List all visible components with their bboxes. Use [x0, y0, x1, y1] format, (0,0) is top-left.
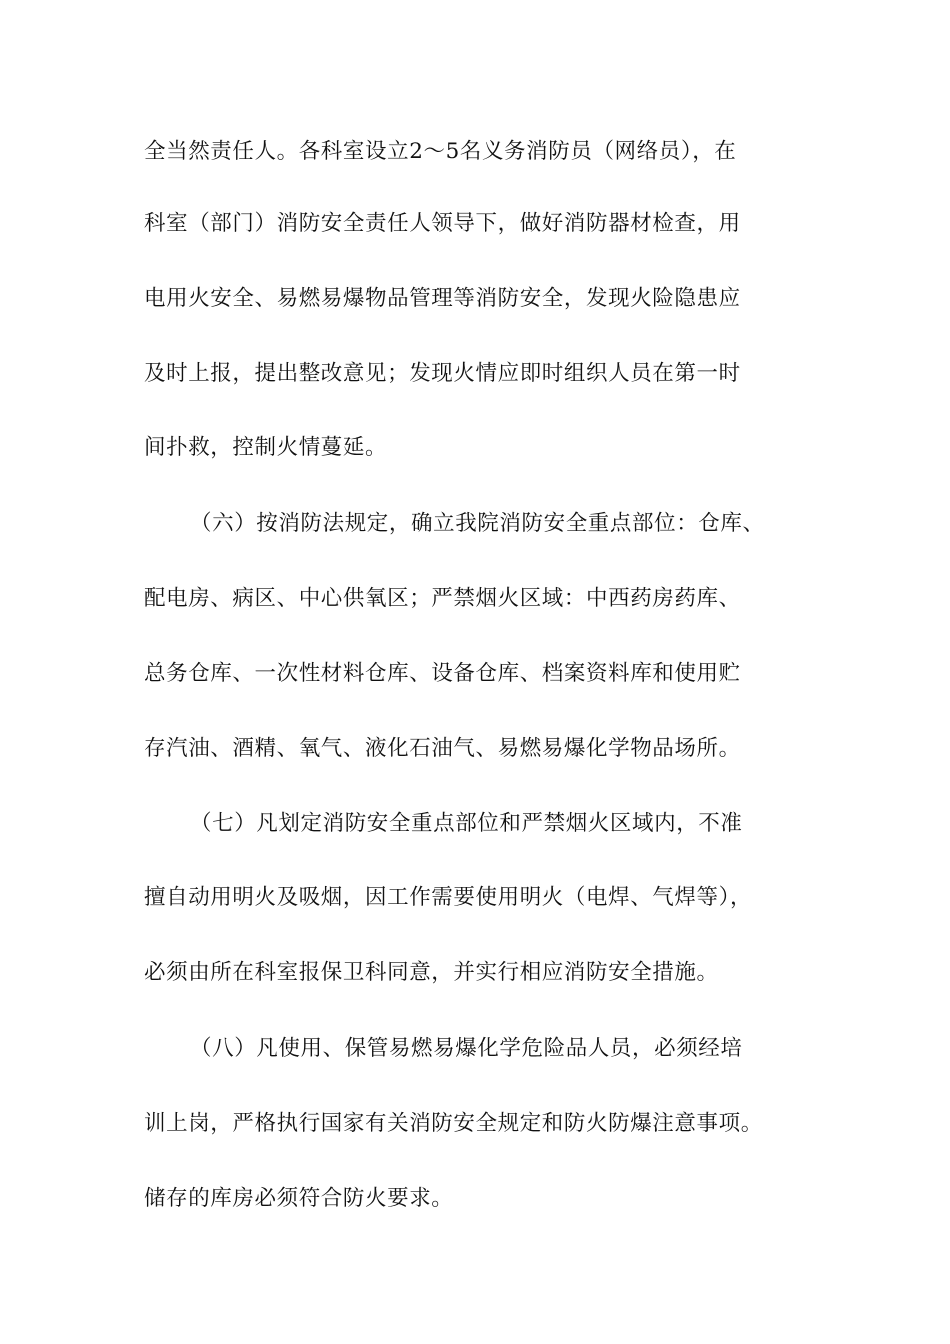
text-line: 总务仓库、一次性材料仓库、设备仓库、档案资料库和使用贮 [144, 661, 741, 686]
text-line: 擅自动用明火及吸烟，因工作需要使用明火（电焊、气焊等）， [144, 885, 753, 910]
text-line: 电用火安全、易燃易爆物品管理等消防安全，发现火险隐患应 [144, 286, 741, 311]
text-line: 必须由所在科室报保卫科同意，并实行相应消防安全措施。 [144, 960, 719, 985]
text-line: 储存的库房必须符合防火要求。 [144, 1186, 454, 1211]
paragraph-seven-first-line: （七）凡划定消防安全重点部位和严禁烟火区域内，不准 [190, 811, 743, 836]
paragraph-eight-first-line: （八）凡使用、保管易燃易爆化学危险品人员，必须经培 [190, 1036, 743, 1061]
text-line: 全当然责任人。各科室设立2～5名义务消防员（网络员），在 [144, 139, 737, 164]
text-line: 配电房、病区、中心供氧区；严禁烟火区域：中西药房药库、 [144, 586, 741, 611]
text-line: 科室（部门）消防安全责任人领导下，做好消防器材检查，用 [144, 211, 741, 236]
text-line: 及时上报，提出整改意见；发现火情应即时组织人员在第一时 [144, 361, 741, 386]
text-line: 训上岗，严格执行国家有关消防安全规定和防火防爆注意事项。 [144, 1111, 763, 1136]
text-line: 存汽油、酒精、氧气、液化石油气、易燃易爆化学物品场所。 [144, 736, 741, 761]
paragraph-six-first-line: （六）按消防法规定，确立我院消防安全重点部位：仓库、 [190, 511, 765, 536]
text-line: 间扑救，控制火情蔓延。 [144, 435, 388, 460]
